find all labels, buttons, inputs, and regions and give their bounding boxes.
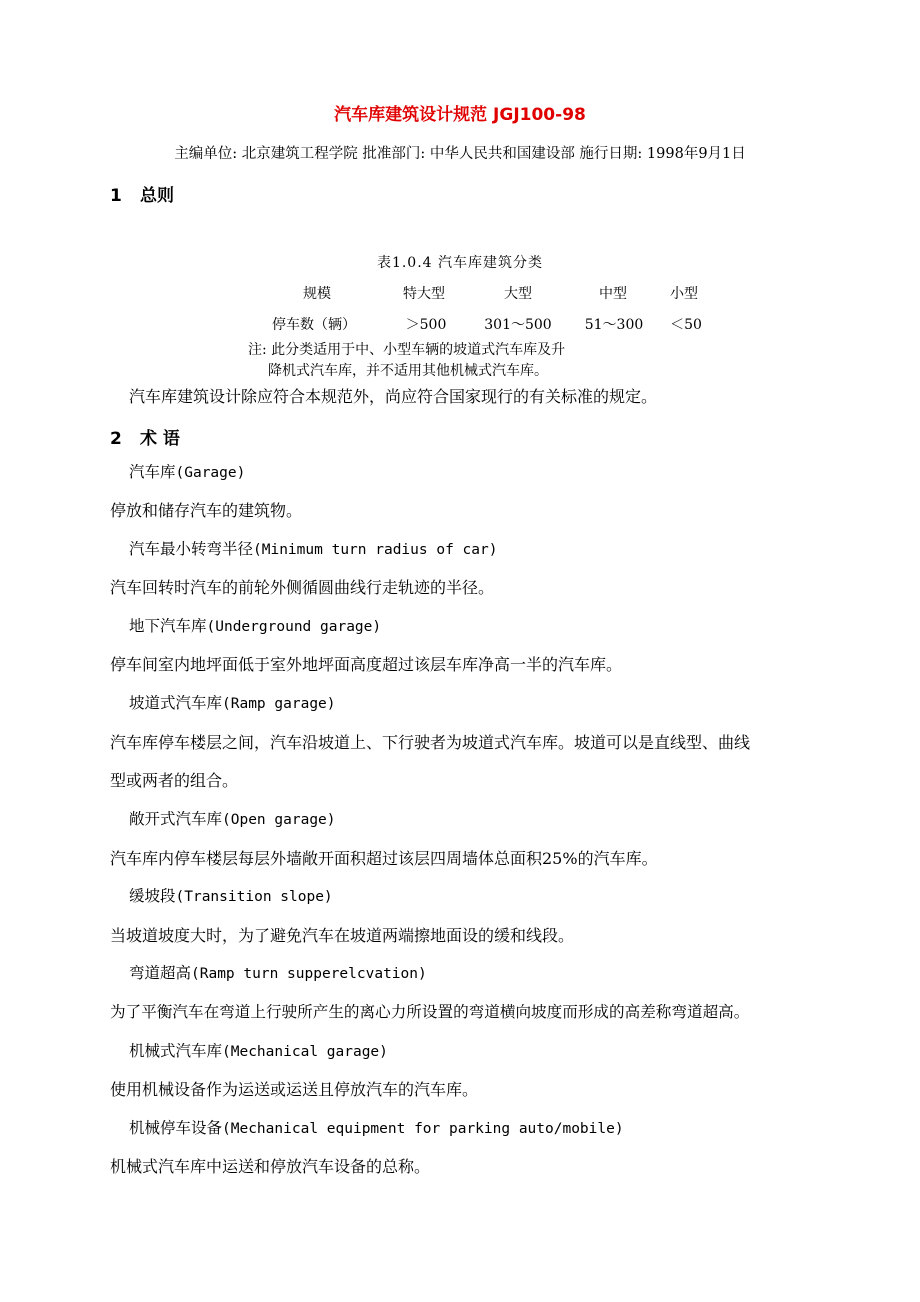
term-definition: 机械式汽车库中运送和停放汽车设备的总称。 bbox=[110, 1157, 431, 1176]
term-name: 机械停车设备 bbox=[129, 1119, 223, 1137]
section-2-heading bbox=[110, 424, 180, 449]
term-english: (Minimum turn radius of car) bbox=[253, 542, 498, 558]
term-heading bbox=[129, 961, 427, 983]
document-title: 汽车库建筑设计规范 JGJ100-98 bbox=[334, 105, 586, 125]
table-cell: 301～500 bbox=[484, 317, 552, 333]
term-heading bbox=[129, 691, 336, 713]
term-name: 地下汽车库 bbox=[129, 617, 207, 635]
term-heading bbox=[129, 460, 245, 482]
section-1-heading bbox=[110, 181, 174, 206]
term-english: (Ramp garage) bbox=[222, 696, 336, 712]
table-cell: ＞500 bbox=[405, 317, 447, 333]
section-1-number: 1 bbox=[110, 186, 122, 206]
table-caption: 表1.0.4 汽车库建筑分类 bbox=[376, 255, 544, 271]
term-english: (Transition slope) bbox=[175, 889, 333, 905]
term-english: (Mechanical garage) bbox=[222, 1044, 388, 1060]
term-english: (Mechanical equipment for parking auto/mobile) bbox=[222, 1121, 624, 1137]
term-heading bbox=[129, 614, 381, 636]
table-header-cell: 中型 bbox=[599, 286, 627, 302]
term-english: (Garage) bbox=[175, 465, 246, 481]
table-cell: 停车数（辆） bbox=[272, 317, 356, 333]
table-cell: ＜50 bbox=[670, 317, 702, 333]
term-heading bbox=[129, 1116, 624, 1138]
term-name: 敞开式汽车库 bbox=[129, 810, 223, 828]
term-name: 缓坡段 bbox=[129, 887, 176, 905]
term-name: 弯道超高 bbox=[129, 964, 192, 982]
term-english: (Underground garage) bbox=[206, 619, 382, 635]
term-definition: 汽车库内停车楼层每层外墙敞开面积超过该层四周墙体总面积25%的汽车库。 bbox=[110, 849, 658, 868]
table-header-cell: 小型 bbox=[670, 286, 698, 302]
table-note-line-2: 降机式汽车库，并不适用其他机械式汽车库。 bbox=[268, 363, 548, 379]
term-name: 汽车库 bbox=[129, 463, 176, 481]
section-1-title: 总则 bbox=[140, 186, 174, 206]
table-header-cell: 规模 bbox=[303, 286, 331, 302]
section-2-number: 2 bbox=[110, 429, 122, 449]
term-definition: 汽车库停车楼层之间，汽车沿坡道上、下行驶者为坡道式汽车库。坡道可以是直线型、曲线 bbox=[110, 733, 751, 752]
section-1-paragraph: 汽车库建筑设计除应符合本规范外，尚应符合国家现行的有关标准的规定。 bbox=[129, 387, 658, 406]
table-header-cell: 大型 bbox=[504, 286, 532, 302]
term-heading bbox=[129, 537, 497, 559]
table-header-cell: 特大型 bbox=[403, 286, 445, 302]
term-definition: 汽车回转时汽车的前轮外侧循圆曲线行走轨迹的半径。 bbox=[110, 578, 495, 597]
term-heading bbox=[129, 1039, 388, 1061]
term-heading bbox=[129, 884, 333, 906]
term-definition: 停车间室内地坪面低于室外地坪面高度超过该层车库净高一半的汽车库。 bbox=[110, 655, 623, 674]
document-meta: 主编单位: 北京建筑工程学院 批准部门: 中华人民共和国建设部 施行日期: 1998年9月1日 bbox=[174, 146, 746, 162]
term-heading bbox=[129, 807, 336, 829]
term-definition: 使用机械设备作为运送或运送且停放汽车的汽车库。 bbox=[110, 1080, 479, 1099]
section-2-title: 术 语 bbox=[140, 429, 180, 449]
term-english: (Ramp turn supperelcvation) bbox=[191, 966, 427, 982]
table-cell: 51～300 bbox=[584, 317, 644, 333]
term-definition: 型或两者的组合。 bbox=[110, 771, 239, 790]
term-definition: 为了平衡汽车在弯道上行驶所产生的离心力所设置的弯道横向坡度而形成的高差称弯道超高。 bbox=[110, 1003, 750, 1021]
term-name: 坡道式汽车库 bbox=[129, 694, 223, 712]
table-note-line-1: 注: 此分类适用于中、小型车辆的坡道式汽车库及升 bbox=[248, 342, 566, 358]
term-definition: 当坡道坡度大时，为了避免汽车在坡道两端擦地面设的缓和线段。 bbox=[110, 926, 575, 945]
term-definition: 停放和储存汽车的建筑物。 bbox=[110, 501, 303, 520]
term-english: (Open garage) bbox=[222, 812, 336, 828]
term-name: 机械式汽车库 bbox=[129, 1042, 223, 1060]
term-name: 汽车最小转弯半径 bbox=[129, 540, 254, 558]
